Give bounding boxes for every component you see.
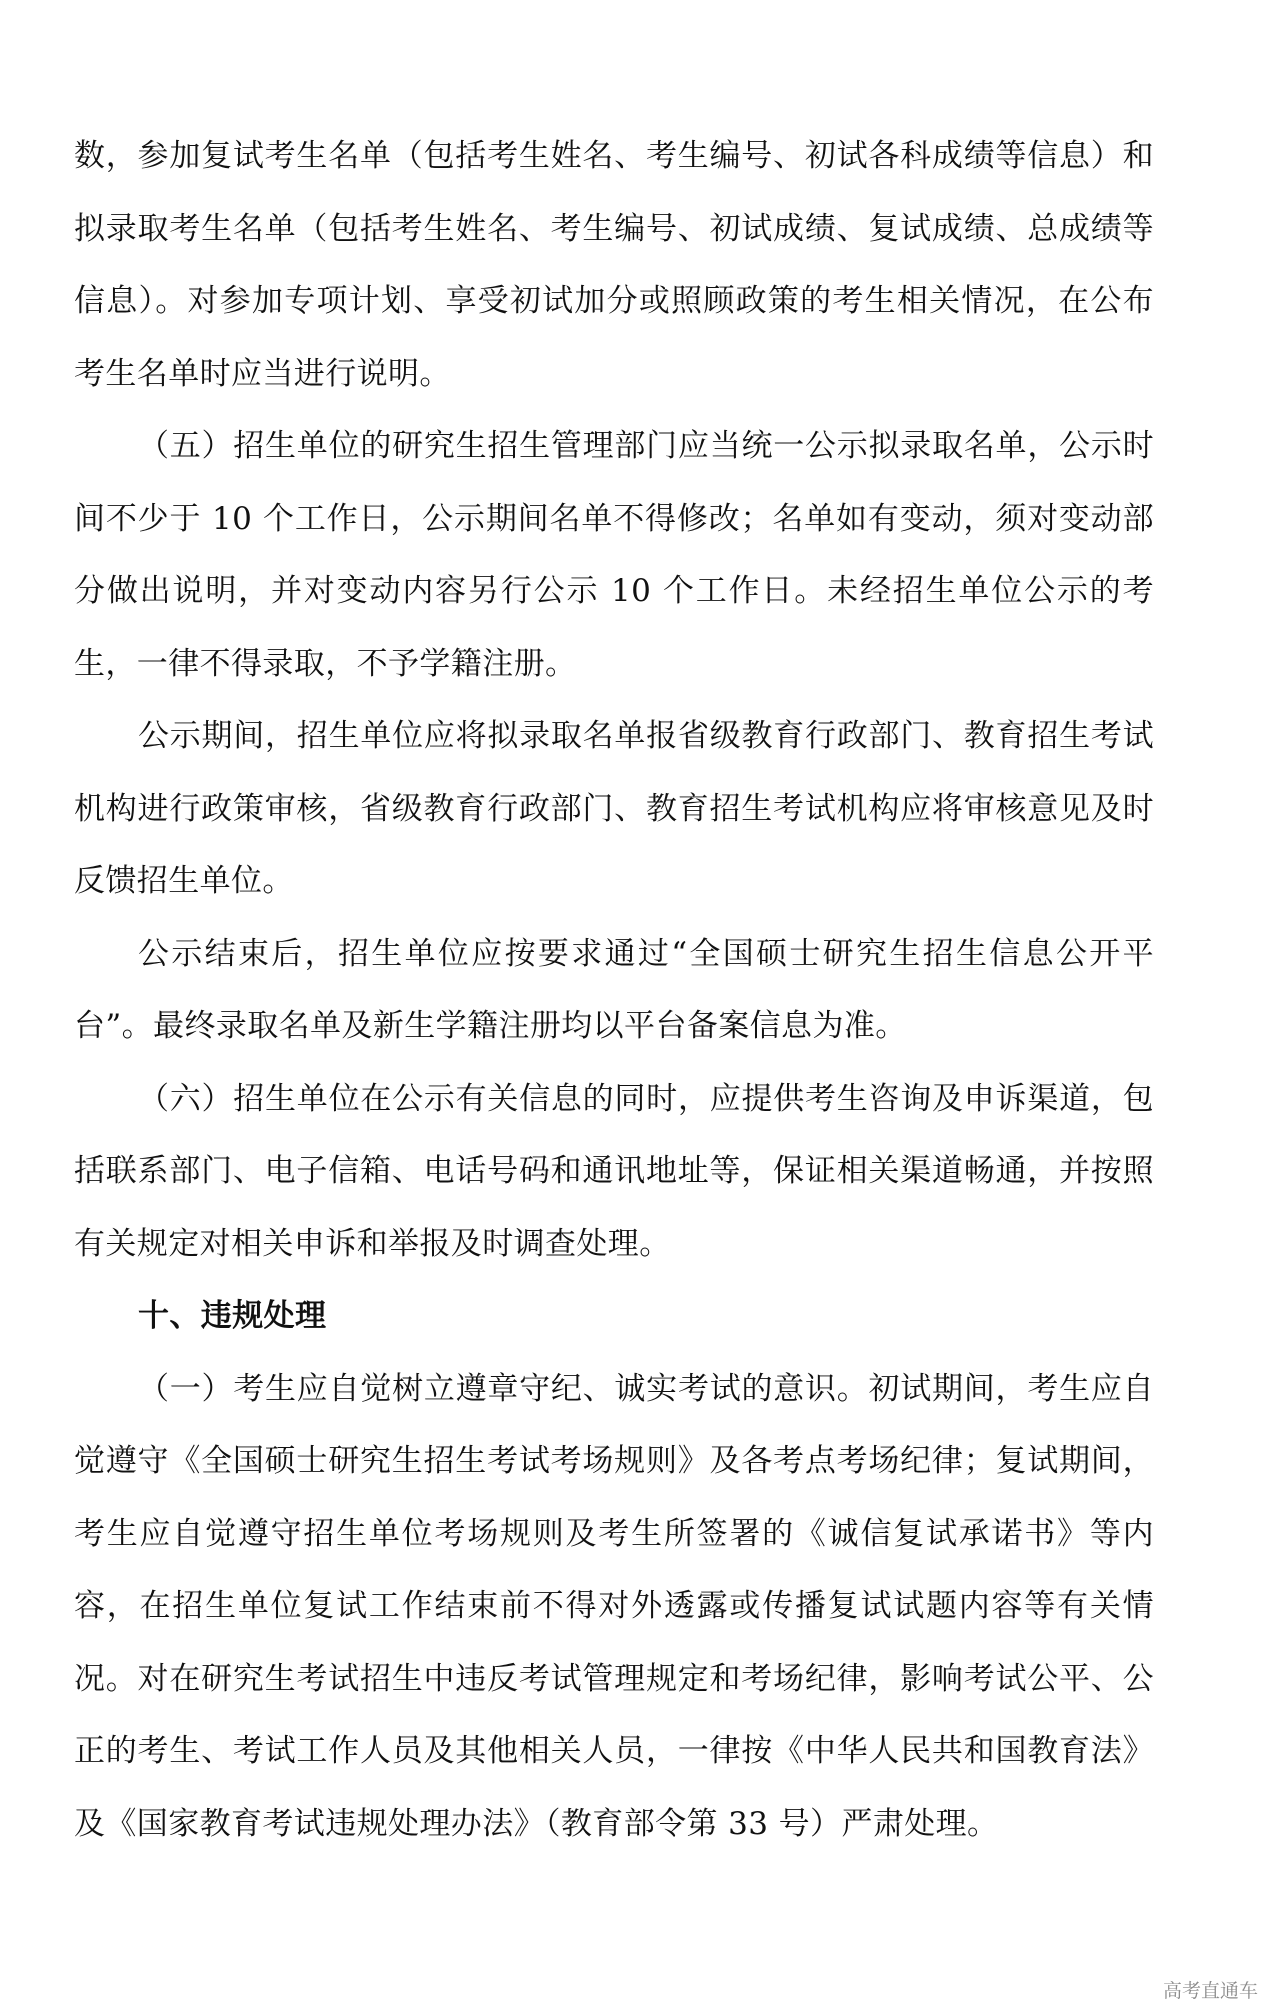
document-page	[74, 120, 1154, 1860]
paragraph-item-five: （五）招生单位的研究生招生管理部门应当统一公示拟录取名单，公示时间不少于 10 个工作日，公示期间名单不得修改；名单如有变动，须对变动部分做出说明，并对变动内容另行公示 10 个工作日。未经招生单位公示的考生，一律不得录取，不予学籍注册。	[74, 428, 1154, 682]
paragraph-after-publicity: 公示结束后，招生单位应按要求通过“全国硕士研究生招生信息公开平台”。最终录取名单及新生学籍注册均以平台备案信息为准。	[74, 935, 1154, 1044]
paragraph-item-six: （六）招生单位在公示有关信息的同时，应提供考生咨询及申诉渠道，包括联系部门、电子信箱、电话号码和通讯地址等，保证相关渠道畅通，并按照有关规定对相关申诉和举报及时调查处理。	[74, 1080, 1154, 1262]
paragraph-section-item-one: （一）考生应自觉树立遵章守纪、诚实考试的意识。初试期间，考生应自觉遵守《全国硕士研究生招生考试考场规则》及各考点考场纪律；复试期间，考生应自觉遵守招生单位考场规则及考生所签署的《诚信复试承诺书》等内容，在招生单位复试工作结束前不得对外透露或传播复试试题内容等有关情况。对在研究生考试招生中违反考试管理规定和考场纪律，影响考试公平、公正的考生、考试工作人员及其他相关人员，一律按《中华人民共和国教育法》及《国家教育考试违规处理办法》（教育部令第 33 号）严肃处理。	[74, 1370, 1154, 1842]
paragraph-publicity-period: 公示期间，招生单位应将拟录取名单报省级教育行政部门、教育招生考试机构进行政策审核，省级教育行政部门、教育招生考试机构应将审核意见及时反馈招生单位。	[74, 718, 1154, 899]
paragraph-continuation: 数，参加复试考生名单（包括考生姓名、考生编号、初试各科成绩等信息）和拟录取考生名单（包括考生姓名、考生编号、初试成绩、复试成绩、总成绩等信息）。对参加专项计划、享受初试加分或照顾政策的考生相关情况，在公布考生名单时应当进行说明。	[74, 138, 1154, 392]
watermark-text: 高考直通车	[1162, 1980, 1258, 2002]
section-heading: 十、违规处理	[138, 1298, 327, 1334]
